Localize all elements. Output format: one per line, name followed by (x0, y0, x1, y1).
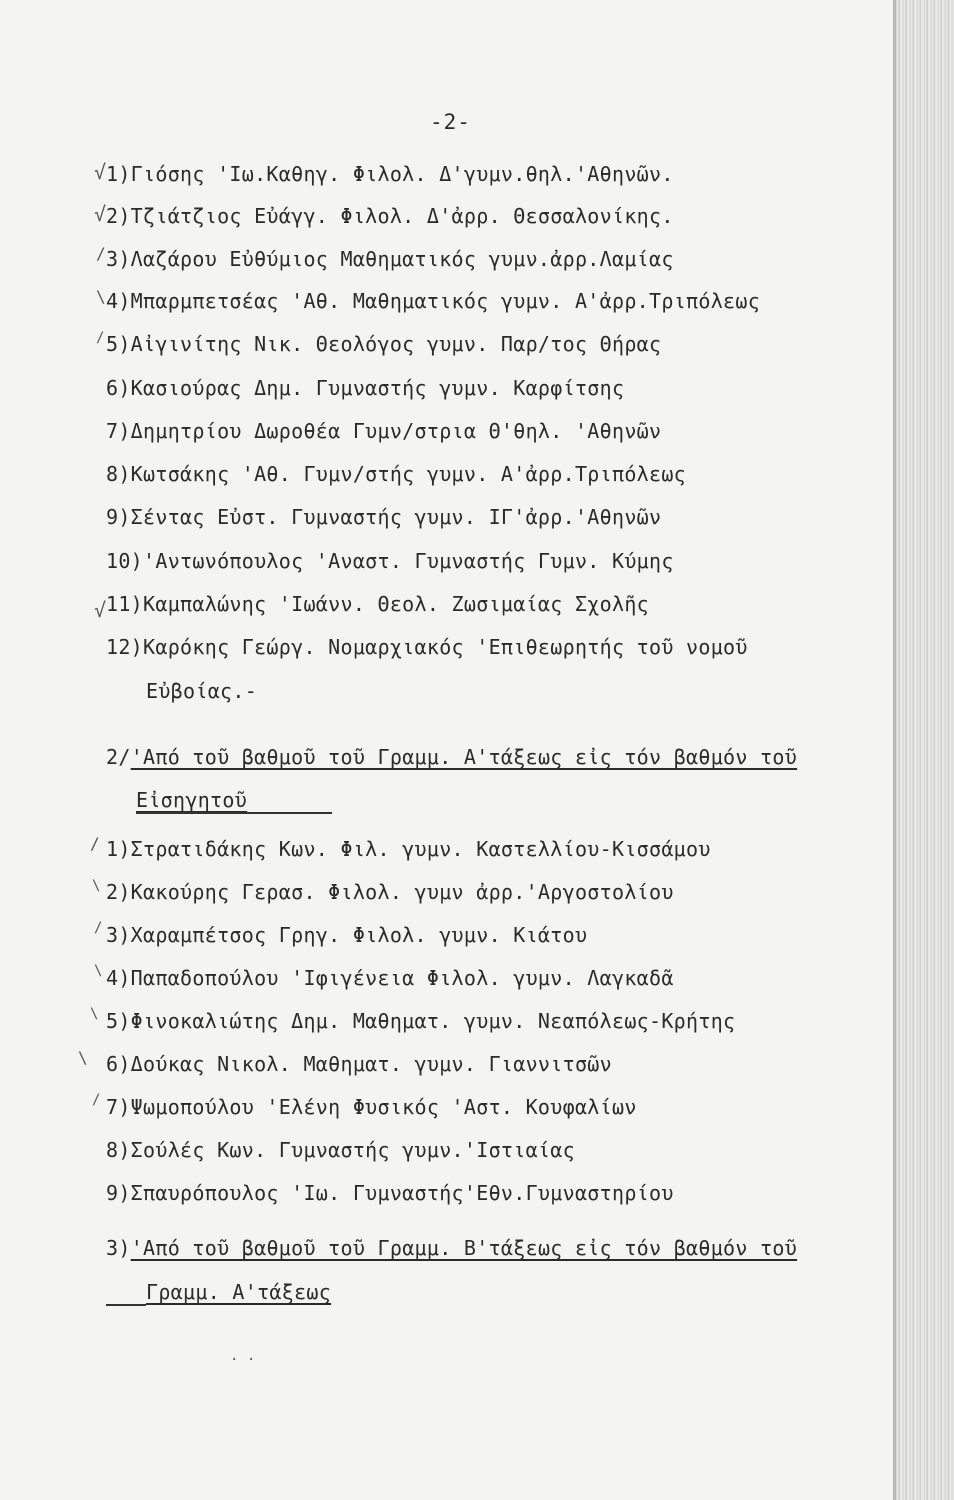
list-item: 10)'Αντωνόπουλος 'Αναστ. Γυμναστής Γυμν. Κύμης (106, 549, 674, 573)
list-item: 2)Κακούρης Γερασ. Φιλολ. γυμν ἀρρ.'Αργοστολίου (106, 880, 674, 904)
heading-underline (106, 1304, 146, 1306)
section-3-heading-line2: Γραμμ. Α'τάξεως (146, 1280, 332, 1304)
list-item: 3)Χαραμπέτσος Γρηγ. Φιλολ. γυμν. Κιάτου (106, 923, 588, 947)
list-item: 9)Σέντας Εὐστ. Γυμναστής γυμν. ΙΓ'ἀρρ.'Αθηνῶν (106, 505, 662, 529)
check-mark-icon: √ (94, 160, 107, 184)
tick-mark-icon: / (90, 834, 100, 853)
list-item: 1)Γιόσης 'Ιω.Καθηγ. Φιλολ. Δ'γυμν.θηλ.'Αθηνῶν. (106, 162, 674, 186)
page-number: -2- (430, 110, 471, 134)
list-item: 1)Στρατιδάκης Κων. Φιλ. γυμν. Καστελλίου-Κισσάμου (106, 837, 711, 861)
tick-mark-icon: / (96, 330, 105, 346)
list-item: 8)Σούλές Κων. Γυμναστής γυμν.'Ιστιαίας (106, 1138, 575, 1162)
tick-mark-icon: / (96, 244, 106, 263)
section-2-heading (106, 745, 797, 769)
list-item: 8)Κωτσάκης 'Αθ. Γυμν/στής γυμν. Α'ἀρρ.Τριπόλεως (106, 462, 687, 486)
list-item-continuation: Εὐβοίας.- (146, 679, 258, 703)
binding-shadow (893, 0, 896, 1500)
list-item: 5)Αἰγινίτης Νικ. Θεολόγος γυμν. Παρ/τος Θήρας (106, 332, 662, 356)
section-3-heading-line1: 'Από τοῦ βαθμοῦ τοῦ Γραμμ. Β'τάξεως εἰς τόν βαθμόν τοῦ (130, 1236, 798, 1260)
check-mark-icon: √ (94, 598, 107, 622)
list-item: 4)Παπαδοπούλου 'Ιφιγένεια Φιλολ. γυμν. Λαγκαδᾶ (106, 966, 674, 990)
section-2-heading-line1: 'Από τοῦ βαθμοῦ τοῦ Γραμμ. Α'τάξεως εἰς τόν βαθμόν τοῦ (130, 745, 798, 769)
tick-mark-icon: \ (90, 1006, 99, 1022)
list-item: 4)Μπαρμπετσέας 'Αθ. Μαθηματικός γυμν. Α'ἀρρ.Τριπόλεως (106, 289, 761, 313)
section-2-prefix: 2/ (106, 745, 131, 769)
section-2-heading-line2: Εἰσηγητοῦ (136, 788, 248, 812)
tick-mark-icon: \ (96, 287, 106, 306)
list-item: 7)Ψωμοπούλου 'Ελένη Φυσικός 'Αστ. Κουφαλίων (106, 1095, 637, 1119)
list-item: 11)Καμπαλώνης 'Ιωάνν. Θεολ. Ζωσιμαίας Σχολῆς (106, 592, 650, 616)
heading-underline (136, 812, 332, 814)
list-item: 12)Καρόκης Γεώργ. Νομαρχιακός 'Επιθεωρητής τοῦ νομοῦ (106, 635, 748, 659)
list-item: 3)Λαζάρου Εὐθύμιος Μαθηματικός γυμν.ἀρρ.Λαμίας (106, 247, 674, 271)
list-item: 6)Κασιούρας Δημ. Γυμναστής γυμν. Καρφίτσης (106, 376, 625, 400)
tick-mark-icon: / (92, 1092, 101, 1108)
list-item: 7)Δημητρίου Δωροθέα Γυμν/στρια Θ'θηλ. 'Αθηνῶν (106, 419, 662, 443)
tick-mark-icon: \ (78, 1048, 88, 1067)
check-mark-icon: √ (94, 202, 107, 226)
section-3-prefix: 3) (106, 1236, 131, 1260)
stray-dots: · · (230, 1352, 256, 1368)
list-item: 9)Σπαυρόπουλος 'Ιω. Γυμναστής'Εθν.Γυμναστηρίου (106, 1181, 674, 1205)
tick-mark-icon: \ (94, 963, 103, 979)
list-item: 5)Φινοκαλιώτης Δημ. Μαθηματ. γυμν. Νεαπόλεως-Κρήτης (106, 1009, 736, 1033)
list-item: 6)Δούκας Νικολ. Μαθηματ. γυμν. Γιαννιτσῶν (106, 1052, 612, 1076)
tick-mark-icon: / (94, 920, 103, 936)
tick-mark-icon: \ (92, 878, 101, 894)
section-3-heading (106, 1236, 797, 1260)
list-item: 2)Τζιάτζιος Εὐάγγ. Φιλολ. Δ'ἀρρ. Θεσσαλονίκης. (106, 204, 674, 228)
binding-edge (896, 0, 954, 1500)
